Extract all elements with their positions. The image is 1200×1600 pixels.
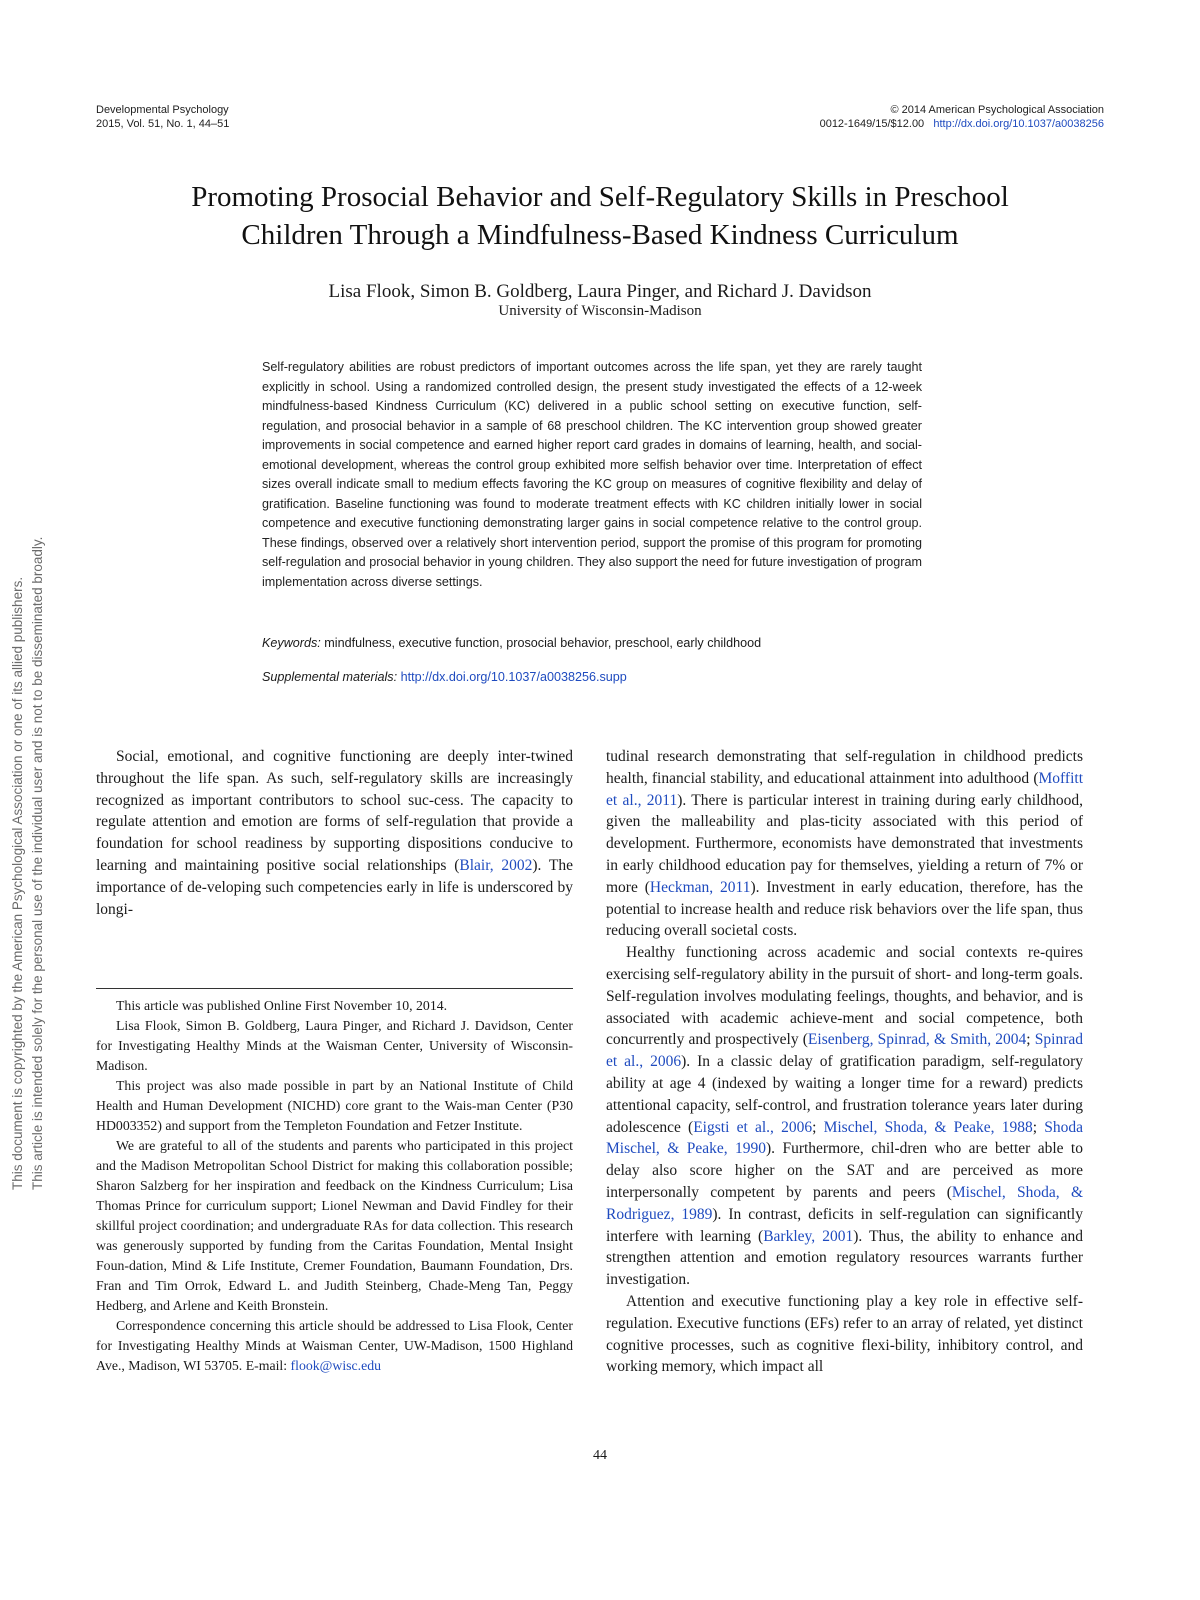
text-run: Social, emotional, and cognitive functioning are deeply inter-twined throughout the life span. As such, self-regulatory skills are increasingly recognized as important contributors to school suc-cess. The capacity to regulate attention and emotion are forms of self-regulation that provide a foundation for school readiness by supporting dispositions conducive to learning and maintaining positive social relationships (	[96, 748, 573, 874]
keywords-label: Keywords:	[262, 636, 321, 650]
side-notice-line-1: This document is copyrighted by the American Psychological Association or one of its allied publishers.	[10, 576, 25, 1190]
text-run: ). Furthermore, chil-dren who are better able to delay also score higher on the SAT and are perceived as more interpersonally competent by parents and peers (	[606, 1140, 1083, 1201]
text-run: ;	[1032, 1118, 1045, 1136]
footnote-divider	[96, 988, 573, 989]
citation-link[interactable]: Moffitt et al., 2011	[606, 769, 1083, 809]
footnote-funding: This project was also made possible in part by an National Institute of Child Health and Human Development (NICHD) core grant to the Wais-man Center (P30 HD003352) and support from the Templeton Foundation and Fetzer Institute.	[96, 1078, 573, 1133]
body-paragraph: Attention and executive functioning play a key role in effective self-regulation. Executive functions (EFs) refer to an array of related, yet distinct cognitive processes, such as cognitive flexi-bility, inhibitory control, and working memory, which impact all	[606, 1292, 1083, 1376]
side-notice-line-2: This article is intended solely for the personal use of the individual user and is not to be disseminated broadly.	[30, 536, 45, 1190]
doi-link[interactable]: http://dx.doi.org/10.1037/a0038256	[933, 118, 1104, 130]
text-run: Healthy functioning across academic and social contexts re-quires exercising self-regulatory ability in the pursuit of short- and long-term goals. Self-regulation involves modulating feelings, thoughts, and behavior, and is associated with academic achieve-ment and social competence, both concurrently and prospectively (	[606, 944, 1083, 1049]
text-run: ). Thus, the ability to enhance and strengthen attention and emotion regulatory resources warrants further investigation.	[606, 1227, 1083, 1289]
article-title	[110, 178, 1090, 254]
keywords-text: mindfulness, executive function, prosocial behavior, preschool, early childhood	[324, 636, 762, 650]
body-paragraph	[606, 746, 1083, 942]
citation-link[interactable]: Shoda Mischel, & Peake, 1990	[606, 1118, 1083, 1158]
affiliation: University of Wisconsin-Madison	[498, 303, 702, 319]
keywords	[262, 634, 922, 652]
author-list: Lisa Flook, Simon B. Goldberg, Laura Pinger, and Richard J. Davidson	[328, 281, 872, 302]
author-notes	[96, 996, 573, 1376]
text-run: ). The importance of de-veloping such competencies early in life is underscored by longi-	[96, 856, 574, 918]
copyright-line: © 2014 American Psychological Association	[890, 104, 1104, 116]
citation-link[interactable]: Spinrad et al., 2006	[606, 1031, 1084, 1071]
issn: 0012-1649/15/$12.00	[819, 118, 925, 130]
footnote-correspondence	[96, 1316, 573, 1376]
body-paragraph	[606, 942, 1083, 1291]
text-run: tudinal research demonstrating that self-regulation in childhood predicts health, financial stability, and educational attainment into adulthood (	[606, 748, 1083, 787]
title-line-2: Children Through a Mindfulness-Based Kindness Curriculum	[241, 219, 959, 251]
footnote-published: This article was published Online First November 10, 2014.	[116, 998, 448, 1013]
running-header-left	[96, 103, 229, 131]
volume-info: 2015, Vol. 51, No. 1, 44–51	[96, 118, 230, 130]
citation-link[interactable]: Barkley, 2001	[763, 1227, 854, 1245]
text-run: ). Investment in early education, therefore, has the potential to increase health and reduce risk behaviors over the life span, thus reducing overall societal costs.	[606, 878, 1083, 940]
title-line-1: Promoting Prosocial Behavior and Self-Regulatory Skills in Preschool	[191, 181, 1009, 213]
page-number: 44	[593, 1448, 607, 1463]
footnote-acknowledgments: We are grateful to all of the students and parents who participated in this project and the Madison Metropolitan School District for making this collaboration possible; Sharon Salzberg for her inspiration and feedback on the Kindness Curriculum; Lisa Thomas Prince for curriculum support; Lionel Newman and David Findley for their skillful project coordination; and undergraduate RAs for data collection. This research was generously supported by funding from the Caritas Foundation, Mental Insight Foun-dation, Mind & Life Institute, Cremer Foundation, Baumann Foundation, Drs. Fran and Tim Orrok, Edward L. and Judith Steinberg, Chade-Meng Tan, Peggy Hedberg, and Arlene and Keith Bronstein.	[96, 1138, 573, 1313]
text-run: ). In a classic delay of gratification paradigm, self-regulatory ability at age 4 (indexed by waiting a longer time for a reward) predicts attentional capacity, self-control, and frustration tolerance years later during adolescence (	[606, 1053, 1084, 1136]
citation-link[interactable]: Mischel, Shoda, & Peake, 1988	[823, 1118, 1033, 1136]
text-run: ). There is particular interest in training during early childhood, given the malleability and plas-ticity associated with this period of development. Furthermore, economists have demonstrated that investments in early childhood education pay for themselves, yielding a return of 7% or more (	[606, 791, 1084, 896]
footnote-affiliation: Lisa Flook, Simon B. Goldberg, Laura Pinger, and Richard J. Davidson, Center for Investigating Healthy Minds at the Waisman Center, University of Wisconsin-Madison.	[96, 1018, 573, 1073]
citation-link[interactable]: Eigsti et al., 2006	[693, 1118, 813, 1136]
right-column	[606, 746, 1083, 1378]
text-run: ;	[812, 1118, 824, 1136]
issn-doi-line	[820, 117, 1104, 131]
citation-link[interactable]: Mischel, Shoda, & Rodriguez, 1989	[606, 1183, 1084, 1223]
citation-link[interactable]: Heckman, 2011	[649, 878, 751, 896]
journal-name: Developmental Psychology	[96, 104, 229, 116]
email-link[interactable]: flook@wisc.edu	[290, 1358, 382, 1373]
citation-link[interactable]: Blair, 2002	[459, 856, 533, 874]
body-paragraph	[96, 746, 573, 920]
citation-link[interactable]: Eisenberg, Spinrad, & Smith, 2004	[807, 1031, 1027, 1049]
supplemental-materials	[262, 668, 922, 686]
supplemental-label: Supplemental materials:	[262, 670, 398, 684]
abstract: Self-regulatory abilities are robust predictors of important outcomes across the life span, yet they are rarely taught explicitly in school. Using a randomized controlled design, the present study investigated the effects of a 12-week mindfulness-based Kindness Curriculum (KC) delivered in a public school setting on executive function, self-regulation, and prosocial behavior in a sample of 68 preschool children. The KC intervention group showed greater improvements in social competence and earned higher report card grades in domains of learning, health, and social-emotional development, whereas the control group exhibited more selfish behavior over time. Interpretation of effect sizes overall indicate small to medium effects favoring the KC group on measures of cognitive flexibility and delay of gratification. Baseline functioning was found to moderate treatment effects with KC children initially lower in social competence and executive functioning demonstrating larger gains in social competence relative to the control group. These findings, observed over a relatively short intervention period, support the promise of this program for promoting self-regulation and prosocial behavior in young children. They also support the need for future investigation of program implementation across diverse settings.	[262, 360, 922, 589]
text-run: Correspondence concerning this article should be addressed to Lisa Flook, Center for Investigating Healthy Minds at Waisman Center, UW-Madison, 1500 Highland Ave., Madison, WI 53705. E-mail:	[96, 1318, 573, 1373]
text-run: ). In contrast, deficits in self-regulation can significantly interfere with learning (	[606, 1205, 1083, 1245]
text-run: ;	[1026, 1031, 1035, 1049]
running-header-right	[820, 103, 1104, 131]
left-column	[96, 746, 573, 920]
supplemental-link[interactable]: http://dx.doi.org/10.1037/a0038256.supp	[400, 670, 627, 684]
copyright-side-notice	[8, 420, 48, 1190]
